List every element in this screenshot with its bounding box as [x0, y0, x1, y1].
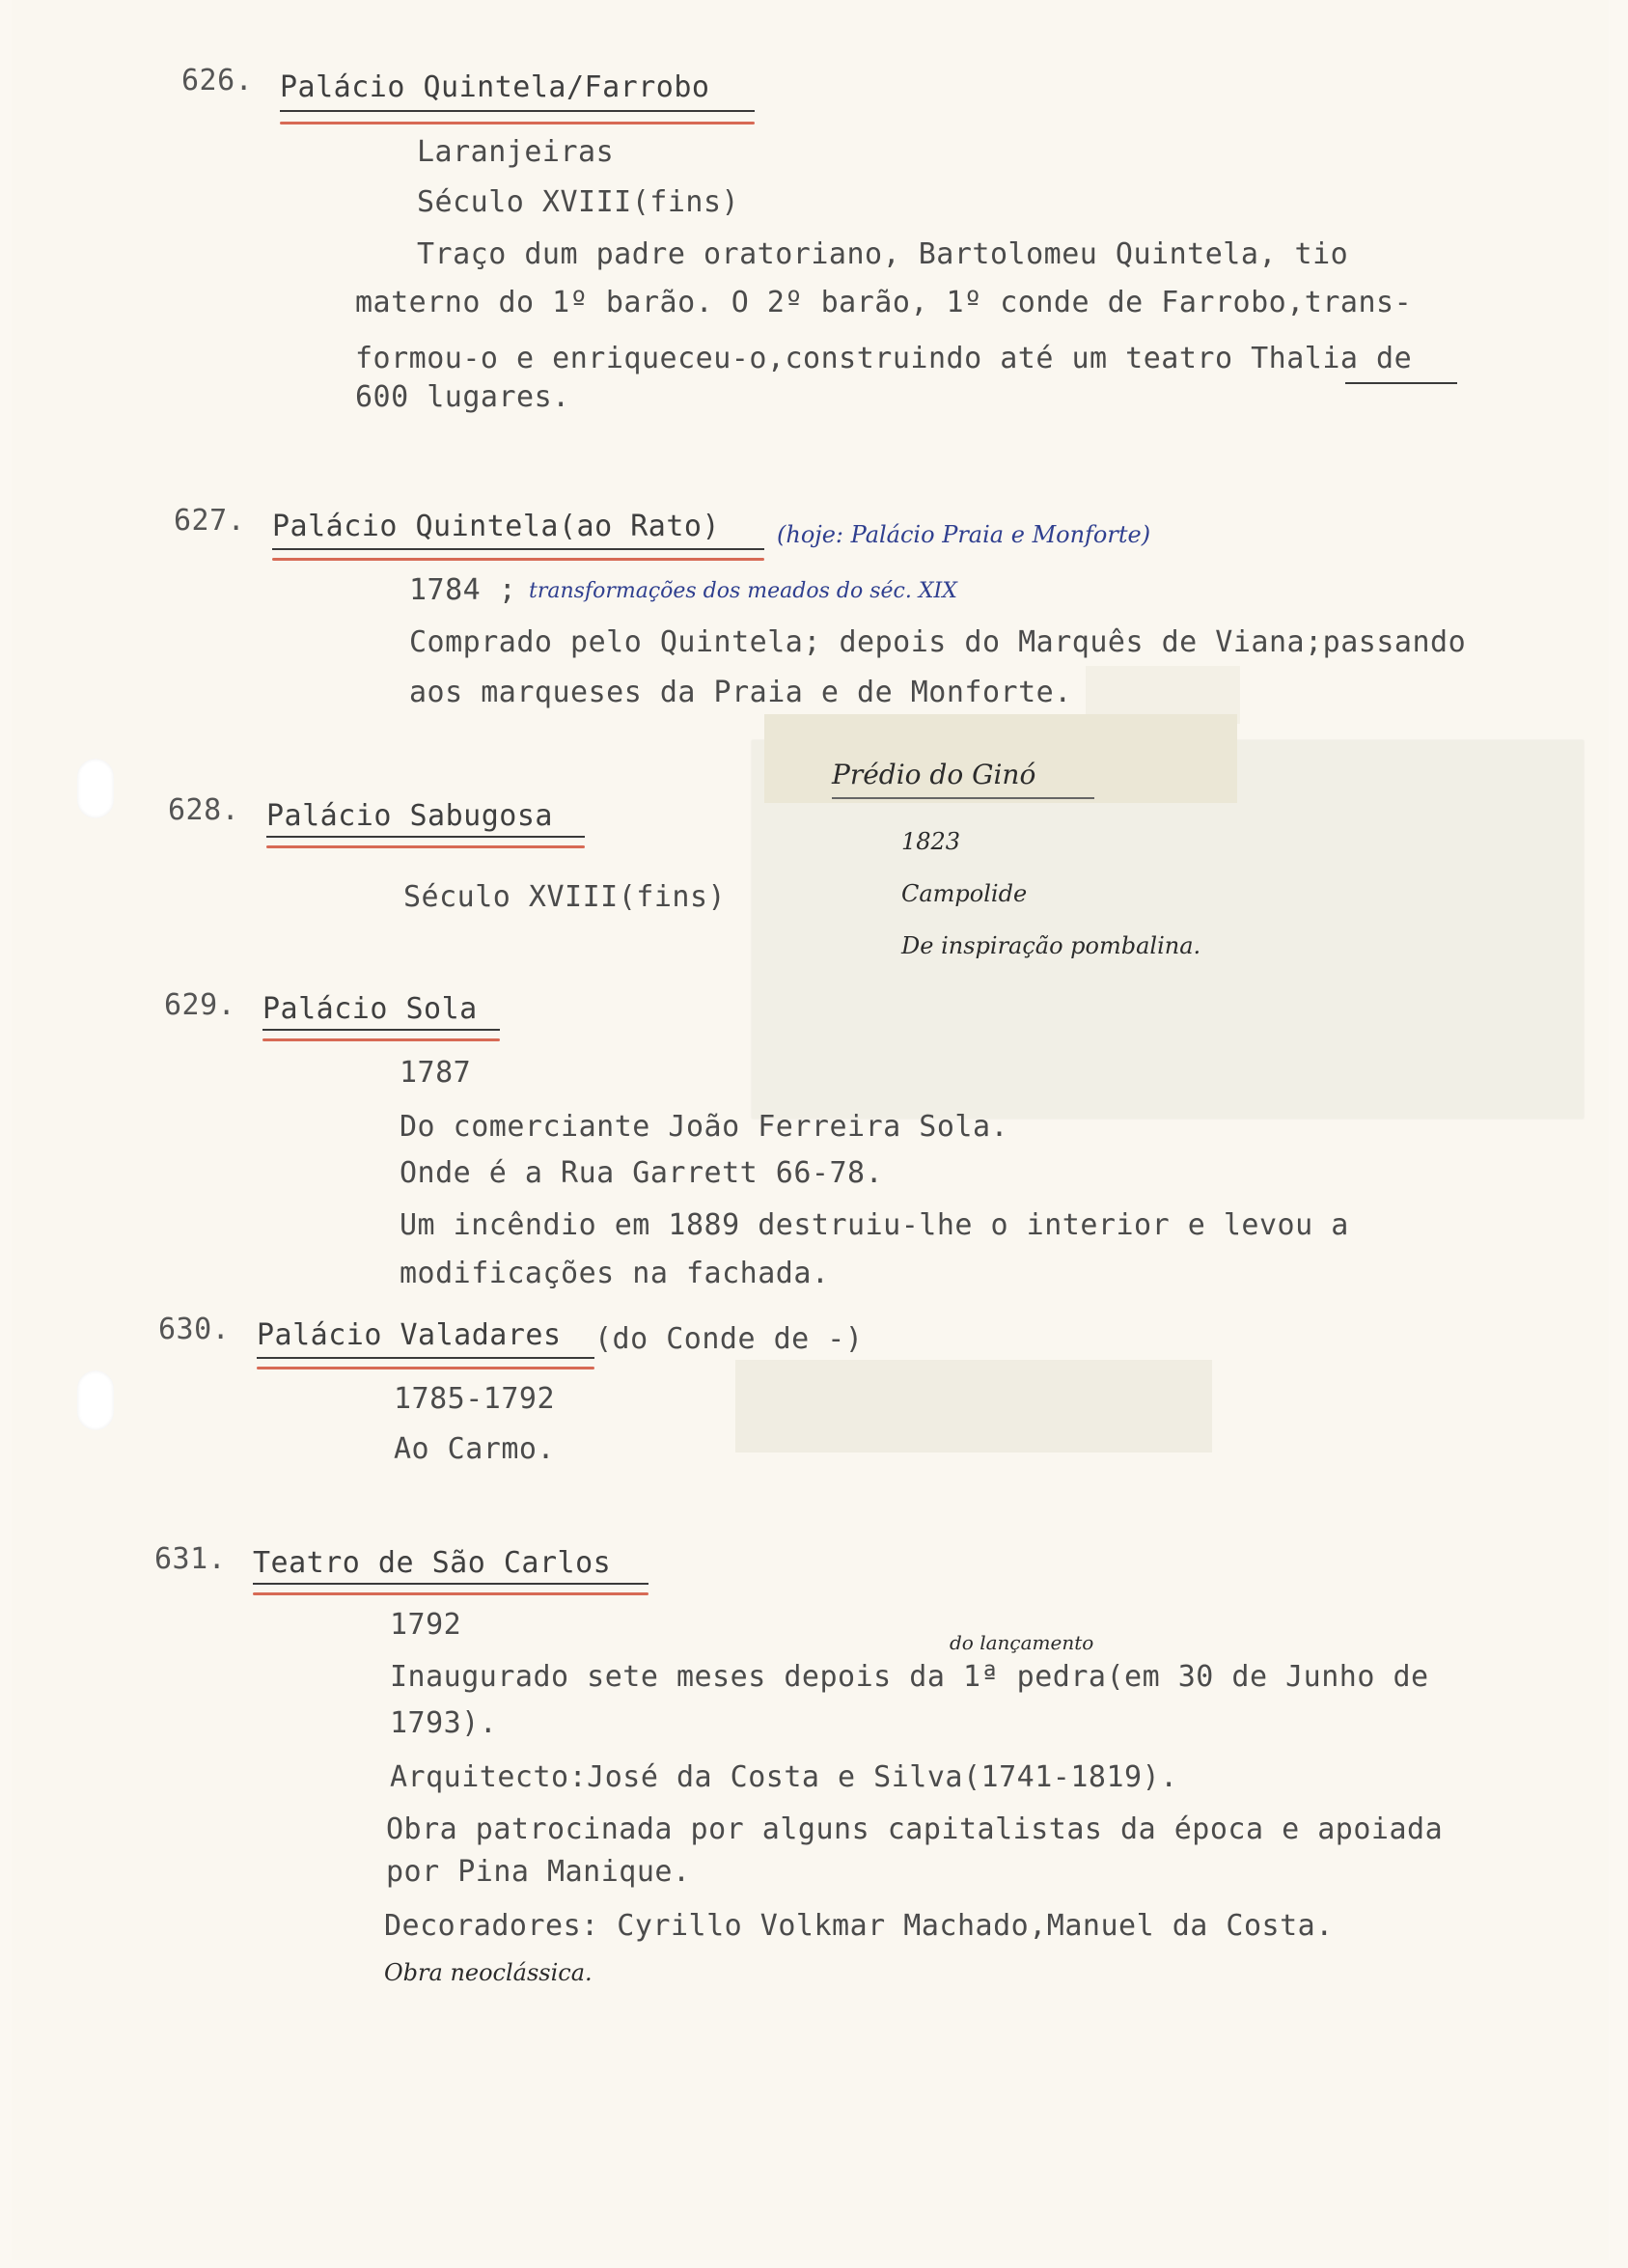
entry-line: Do comerciante João Ferreira Sola.	[400, 1110, 1009, 1144]
title-red-underline	[253, 1592, 648, 1595]
entry-line: Século XVIII(fins)	[417, 185, 740, 219]
handwritten-insert: do lançamento	[950, 1631, 1094, 1654]
title-red-underline	[257, 1367, 594, 1369]
entry-line: Um incêndio em 1889 destruiu-lhe o interior e levou a	[400, 1208, 1349, 1242]
punch-hole	[77, 1370, 114, 1430]
entry-number: 629.	[164, 988, 236, 1022]
entry-line: Laranjeiras	[417, 135, 615, 169]
slip-line: De inspiração pombalina.	[901, 932, 1201, 959]
entry-line: formou-o e enriqueceu-o,construindo até um teatro Thalia de	[355, 342, 1413, 375]
entry-line: 600 lugares.	[355, 380, 570, 414]
entry-line: 1787	[400, 1056, 472, 1090]
entry-title: Teatro de São Carlos	[253, 1546, 612, 1580]
handwritten-note: transformações dos meados do séc. XIX	[529, 579, 957, 603]
title-underline	[272, 548, 764, 550]
entry-title: Palácio Sabugosa	[266, 799, 553, 833]
entry-line: aos marqueses da Praia e de Monforte.	[409, 676, 1072, 709]
entry-line: 1793).	[390, 1706, 498, 1740]
word-underline	[1345, 382, 1457, 384]
entry-line: Inaugurado sete meses depois da 1ª pedra(em 30 de Junho de	[390, 1660, 1429, 1694]
entry-line: Decoradores: Cyrillo Volkmar Machado,Manuel da Costa.	[384, 1909, 1334, 1943]
entry-number: 628.	[168, 793, 240, 827]
entry-line: 1785-1792	[394, 1382, 556, 1416]
title-underline	[253, 1583, 648, 1585]
entry-line: por Pina Manique.	[386, 1855, 691, 1889]
slip-line: 1823	[901, 828, 961, 855]
entry-line: Arquitecto:José da Costa e Silva(1741-1819).	[390, 1760, 1178, 1794]
entry-title: Palácio Quintela/Farrobo	[280, 70, 710, 104]
title-underline	[266, 836, 585, 838]
title-underline	[280, 110, 755, 112]
title-red-underline	[266, 845, 585, 848]
handwritten-note: Obra neoclássica.	[384, 1959, 593, 1986]
entry-line: Onde é a Rua Garrett 66-78.	[400, 1156, 884, 1190]
entry-number: 627.	[174, 504, 246, 538]
title-red-underline	[272, 558, 764, 561]
entry-title: Palácio Quintela(ao Rato)	[272, 510, 721, 543]
slip-title: Prédio do Ginó	[832, 759, 1036, 790]
entry-title: Palácio Sola	[262, 992, 478, 1026]
entry-line: Traço dum padre oratoriano, Bartolomeu Quintela, tio	[417, 237, 1349, 271]
entry-line: modificações na fachada.	[400, 1257, 830, 1290]
entry-line: Comprado pelo Quintela; depois do Marquês de Viana;passando	[409, 625, 1467, 659]
handwritten-note: (hoje: Palácio Praia e Monforte)	[777, 521, 1151, 548]
entry-line: Obra patrocinada por alguns capitalistas da época e apoiada	[386, 1812, 1444, 1846]
slip-title-underline	[832, 797, 1094, 799]
title-red-underline	[262, 1038, 500, 1041]
entry-number: 626.	[181, 64, 254, 97]
title-underline	[257, 1357, 594, 1359]
entry-line: 1792	[390, 1608, 462, 1642]
slip-line: Campolide	[901, 880, 1028, 907]
punch-hole	[77, 759, 114, 818]
entry-line: materno do 1º barão. O 2º barão, 1º conde de Farrobo,trans-	[355, 286, 1413, 319]
title-red-underline	[280, 122, 755, 124]
entry-number: 630.	[158, 1313, 231, 1346]
entry-line: Século XVIII(fins)	[403, 880, 727, 914]
entry-line: Ao Carmo.	[394, 1432, 556, 1466]
entry-title: Palácio Valadares	[257, 1318, 562, 1352]
entry-year: 1784 ;	[409, 573, 517, 607]
entry-title-suffix: (do Conde de -)	[594, 1322, 864, 1356]
tape-strip	[735, 1360, 1212, 1452]
entry-number: 631.	[154, 1542, 227, 1576]
title-underline	[262, 1029, 500, 1031]
